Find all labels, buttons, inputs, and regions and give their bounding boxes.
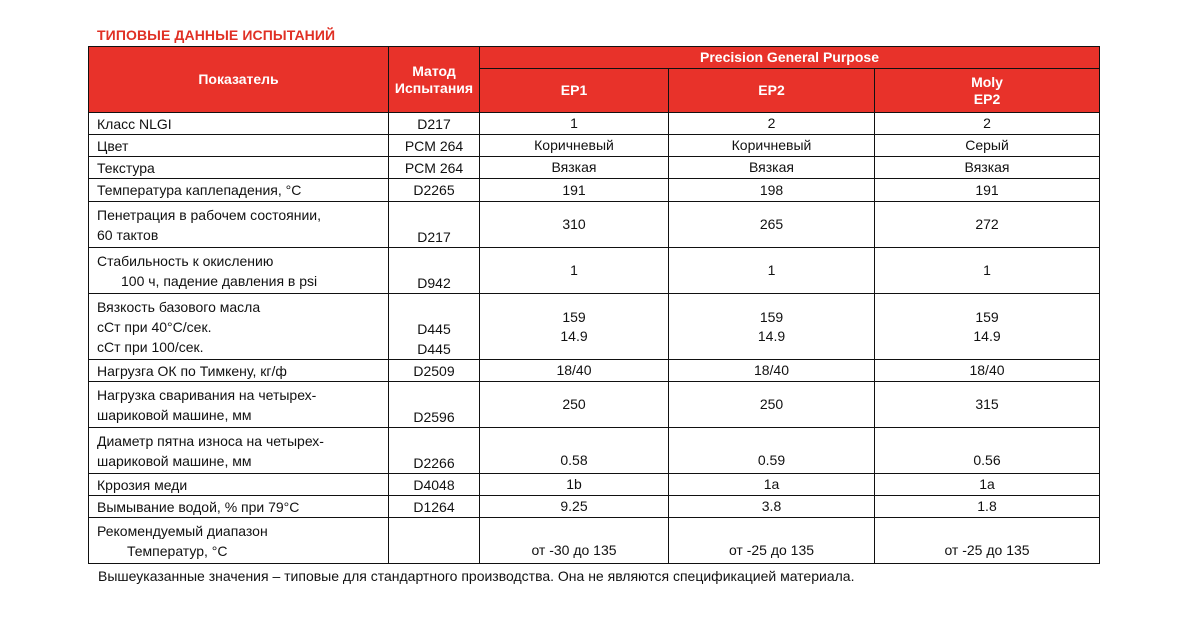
cell-value-col2 <box>669 135 875 157</box>
value-line: 14.9 <box>973 327 1001 344</box>
cropped-top-text-line <box>300 0 940 3</box>
cell-value-col3 <box>875 113 1100 135</box>
parameter-line: Текстура <box>97 159 155 176</box>
cell-value-col3 <box>875 202 1100 248</box>
table-row <box>89 157 1100 179</box>
parameter-line: сСт при 100/сек. <box>97 338 204 355</box>
table-row <box>89 202 1100 248</box>
method-line: D1264 <box>413 498 455 515</box>
header-col-ep1: EP1 <box>480 69 669 113</box>
method-line: D445 <box>417 321 451 337</box>
cell-method <box>389 179 480 202</box>
cell-method <box>389 294 480 360</box>
cell-value-col3 <box>875 179 1100 202</box>
section-title: ТИПОВЫЕ ДАННЫЕ ИСПЫТАНИЙ <box>97 27 336 43</box>
table-body <box>89 113 1100 564</box>
cell-parameter <box>89 202 389 248</box>
cell-parameter <box>89 248 389 294</box>
cell-parameter <box>89 113 389 135</box>
parameter-line: шариковой машине, мм <box>97 406 252 423</box>
cell-value-col2 <box>669 428 875 474</box>
header-col3-line1: Moly <box>971 73 1003 90</box>
cell-method <box>389 248 480 294</box>
cell-value-col2 <box>669 202 875 248</box>
value-line: 18/40 <box>969 362 1005 378</box>
cell-value-col3 <box>875 496 1100 518</box>
cell-parameter <box>89 474 389 496</box>
cell-parameter <box>89 382 389 428</box>
table-row <box>89 248 1100 294</box>
method-line: D2596 <box>413 409 455 425</box>
value-line: 2 <box>767 115 776 131</box>
cell-value-col1 <box>480 113 669 135</box>
cell-parameter <box>89 360 389 382</box>
cell-value-col3 <box>875 294 1100 360</box>
method-line: D4048 <box>413 476 455 493</box>
cell-value-col2 <box>669 179 875 202</box>
table-row <box>89 428 1100 474</box>
header-product-group: Precision General Purpose <box>480 47 1100 69</box>
cell-value-col3 <box>875 518 1100 564</box>
cell-value-col3 <box>875 360 1100 382</box>
method-line: D2266 <box>413 455 455 471</box>
parameter-line: Нагрузка сваривания на четырех- <box>97 386 317 403</box>
cell-value-col1 <box>480 428 669 474</box>
cell-value-col1 <box>480 135 669 157</box>
table-row <box>89 179 1100 202</box>
value-line: 250 <box>562 396 586 412</box>
value-line: 1.8 <box>977 498 997 514</box>
method-line: PCM 264 <box>404 159 464 176</box>
value-line: 198 <box>759 181 784 198</box>
parameter-line: Температур, °C <box>127 542 228 559</box>
value-line: 1a <box>763 476 780 492</box>
parameter-line: Диаметр пятна износа на четырех- <box>97 432 324 449</box>
value-line: 191 <box>975 181 999 198</box>
cell-value-col1 <box>480 360 669 382</box>
cell-method <box>389 428 480 474</box>
method-line: D2265 <box>413 182 455 198</box>
value-line: 250 <box>759 396 784 412</box>
value-line: 1 <box>570 262 578 278</box>
header-col-ep2: EP2 <box>669 69 875 113</box>
test-data-table <box>88 46 1100 564</box>
cell-value-col1 <box>480 179 669 202</box>
parameter-line: Рекомендуемый диапазон <box>97 522 268 539</box>
cell-value-col3 <box>875 474 1100 496</box>
value-line: 265 <box>759 216 784 232</box>
parameter-line: Класс NLGI <box>97 115 172 132</box>
value-line: 0.56 <box>973 452 1001 468</box>
value-line: 1 <box>570 115 578 131</box>
cell-parameter <box>89 157 389 179</box>
value-line: 18/40 <box>753 362 790 378</box>
value-line: Серый <box>965 137 1009 153</box>
cell-value-col2 <box>669 496 875 518</box>
parameter-line: Цвет <box>97 137 129 154</box>
cell-value-col1 <box>480 157 669 179</box>
value-line: 1 <box>983 262 991 278</box>
parameter-line: 100 ч, падение давления в psi <box>121 272 318 289</box>
cell-value-col1 <box>480 474 669 496</box>
footnote: Вышеуказанные значения – типовые для стандартного производства. Она не являются спецификацией материала. <box>98 568 855 584</box>
method-line: D217 <box>417 115 451 132</box>
cell-method <box>389 382 480 428</box>
value-line: 1a <box>979 476 995 492</box>
cell-value-col2 <box>669 157 875 179</box>
parameter-line: Стабильность к окислению <box>97 252 274 269</box>
method-line: D217 <box>417 229 451 245</box>
table-row <box>89 135 1100 157</box>
cell-value-col3 <box>875 382 1100 428</box>
value-line: 18/40 <box>556 362 592 378</box>
value-line: 159 <box>759 308 784 325</box>
parameter-line: Нагрузга ОК по Тимкену, кг/ф <box>97 362 287 379</box>
cell-method <box>389 360 480 382</box>
value-line: Коричневый <box>534 137 614 153</box>
header-parameter: Показатель <box>89 47 389 113</box>
cell-value-col1 <box>480 248 669 294</box>
value-line: Вязкая <box>749 159 794 175</box>
parameter-line: 60 тактов <box>97 226 159 243</box>
cell-value-col3 <box>875 248 1100 294</box>
method-line: D942 <box>417 275 451 291</box>
table-row <box>89 474 1100 496</box>
value-line: Коричневый <box>731 137 812 153</box>
cell-value-col2 <box>669 382 875 428</box>
cell-value-col1 <box>480 518 669 564</box>
value-line: Вязкая <box>964 159 1010 175</box>
value-line: от -25 до 135 <box>944 542 1030 558</box>
header-method-line2: Испытания <box>394 79 474 96</box>
cell-method <box>389 518 480 564</box>
cell-value-col2 <box>669 474 875 496</box>
value-line: 14.9 <box>757 327 786 344</box>
value-line: 310 <box>562 216 586 232</box>
table-row <box>89 518 1100 564</box>
method-line: D445 <box>417 341 451 357</box>
value-line: 0.59 <box>757 452 786 468</box>
cell-method <box>389 157 480 179</box>
parameter-line: шариковой машине, мм <box>97 452 252 469</box>
cell-value-col2 <box>669 294 875 360</box>
cell-value-col3 <box>875 157 1100 179</box>
cell-value-col3 <box>875 428 1100 474</box>
value-line: 159 <box>562 308 586 325</box>
cell-method <box>389 202 480 248</box>
value-line: 272 <box>975 216 999 232</box>
value-line: 191 <box>562 181 586 198</box>
value-line: 9.25 <box>560 498 588 514</box>
cell-value-col2 <box>669 248 875 294</box>
table-row <box>89 382 1100 428</box>
value-line: Вязкая <box>551 159 597 175</box>
cell-method <box>389 474 480 496</box>
cell-parameter <box>89 179 389 202</box>
table-row <box>89 113 1100 135</box>
cell-parameter <box>89 294 389 360</box>
method-line: D2509 <box>413 362 455 379</box>
parameter-line: Вязкость базового масла <box>97 298 261 315</box>
parameter-line: сСт при 40°C/сек. <box>97 318 212 335</box>
cell-parameter <box>89 496 389 518</box>
value-line: 14.9 <box>560 327 588 344</box>
header-col3-line2: EP2 <box>973 90 1001 107</box>
method-line: PCM 264 <box>404 137 464 154</box>
cell-value-col2 <box>669 518 875 564</box>
header-method <box>389 47 480 113</box>
cell-value-col1 <box>480 496 669 518</box>
cell-method <box>389 496 480 518</box>
value-line: 315 <box>975 396 999 412</box>
value-line: от -30 до 135 <box>531 542 617 558</box>
cell-value-col2 <box>669 360 875 382</box>
cell-value-col2 <box>669 113 875 135</box>
value-line: 3.8 <box>761 498 782 514</box>
header-col-moly-ep2 <box>875 69 1100 113</box>
value-line: 2 <box>983 115 991 131</box>
value-line: 0.58 <box>560 452 588 468</box>
cell-value-col1 <box>480 202 669 248</box>
value-line: 1 <box>767 262 776 278</box>
value-line: 1b <box>566 476 582 492</box>
table-row <box>89 294 1100 360</box>
table-row <box>89 496 1100 518</box>
parameter-line: Вымывание водой, % при 79°C <box>97 498 300 515</box>
header-method-line1: Матод <box>412 62 456 79</box>
cell-method <box>389 135 480 157</box>
cell-parameter <box>89 135 389 157</box>
parameter-line: Пенетрация в рабочем состоянии, <box>97 206 322 223</box>
parameter-line: Температура каплепадения, °C <box>97 182 302 198</box>
table-row <box>89 360 1100 382</box>
value-line: 159 <box>975 308 999 325</box>
cell-method <box>389 113 480 135</box>
value-line: от -25 до 135 <box>728 542 815 558</box>
cell-parameter <box>89 428 389 474</box>
cell-value-col1 <box>480 294 669 360</box>
cell-value-col3 <box>875 135 1100 157</box>
cell-parameter <box>89 518 389 564</box>
cell-value-col1 <box>480 382 669 428</box>
parameter-line: Кррозия меди <box>97 476 188 493</box>
